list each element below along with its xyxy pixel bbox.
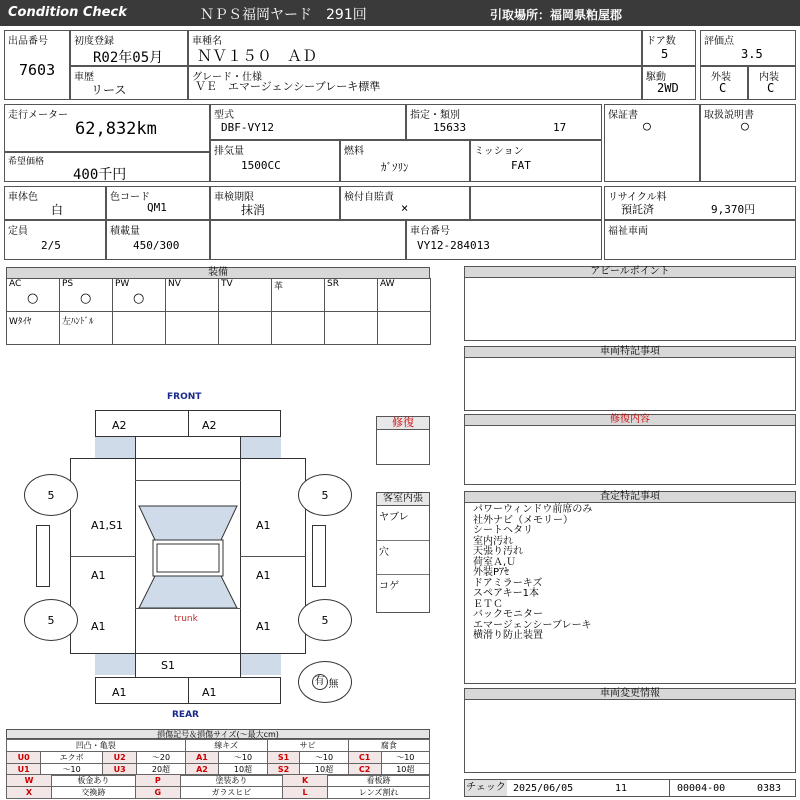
grade-label: グレード・仕様 [192, 72, 262, 83]
shade-fl [95, 437, 135, 458]
mission-label: ミッション [474, 146, 524, 157]
code-cell [106, 186, 210, 220]
color-cell [4, 186, 106, 220]
legend-cell: A1 [185, 752, 219, 764]
sep-center-bottom [135, 608, 241, 609]
legend-cell: 交換跡 [52, 787, 136, 799]
inspection-item: ドアミラーキズ [473, 577, 543, 589]
mileage-cell [4, 104, 210, 152]
legend-cell: U3 [102, 764, 136, 776]
drive-value: 2WD [657, 81, 679, 95]
equip-mark: ○ [133, 291, 145, 306]
check-label: チェック [465, 780, 507, 796]
mark-rear-right: A1 [202, 686, 217, 699]
inspection-item: 社外ナビ（メモリー） [473, 514, 573, 526]
exterior-label: 外装 [711, 72, 731, 83]
exterior-value: C [719, 81, 727, 95]
legend-title: 損傷記号＆損傷サイズ(～最大cm) [6, 729, 430, 739]
mission-value: FAT [511, 159, 531, 172]
front-bumper [95, 410, 281, 437]
equip-cell [6, 278, 60, 312]
blank-cell-2 [210, 220, 406, 260]
equip-cell [377, 278, 431, 312]
legend-cell: 20超 [137, 764, 185, 776]
equip-cell [112, 278, 166, 312]
equip-label: TV [221, 279, 233, 289]
right-mirror [312, 525, 326, 587]
equip-label: PS [62, 279, 74, 289]
equip-cell [271, 278, 325, 312]
legend-cell: ～10 [300, 752, 348, 764]
welfare-label: 福祉車両 [608, 226, 648, 237]
manual-value: ○ [741, 119, 749, 134]
legend-cell: G [135, 787, 180, 799]
cabin-hole: 穴 [379, 547, 389, 558]
shade-fr [241, 437, 281, 458]
reg-cell [70, 30, 188, 66]
spare-no: 無 [328, 678, 339, 690]
shade-rr [241, 654, 281, 675]
manual-label: 取扱説明書 [704, 110, 754, 121]
legend-cell: 看板跡 [328, 775, 430, 787]
class-cell [406, 104, 602, 140]
name-value: ＮＶ１５０ ＡＤ [197, 47, 318, 65]
inspection-item: バックモニター [473, 609, 543, 620]
mark-front-right: A2 [202, 419, 217, 432]
fuel-label: 燃料 [344, 146, 364, 157]
welfare-cell [604, 220, 796, 260]
legend-damage-table [6, 739, 430, 776]
mark-rear-left: A1 [112, 686, 127, 699]
capacity-value: 2/5 [41, 239, 61, 252]
rear-bumper [95, 677, 281, 704]
cabin-box [376, 505, 430, 613]
inspection-item: 天張り汚れ [473, 546, 523, 557]
equip-cell [377, 311, 431, 345]
change-title: 車両変更情報 [464, 688, 796, 700]
cabin-title: 客室内張 [376, 492, 430, 506]
mark-left-3: A1 [91, 620, 106, 633]
check-date: 2025/06/05 [513, 783, 574, 794]
equip-cell [59, 278, 113, 312]
legend-cell: 10超 [300, 764, 348, 776]
legend-cell: U0 [7, 752, 41, 764]
model-cell [210, 104, 406, 140]
doors-label: ドア数 [646, 36, 676, 47]
legend-cell: 板金あり [52, 775, 136, 787]
tax-cell [340, 186, 470, 220]
manual-cell [700, 104, 796, 182]
recycle-cell [604, 186, 796, 220]
tire-rear-left-value: 5 [47, 613, 55, 627]
lot-value: 7603 [19, 61, 56, 79]
model-label: 型式 [214, 110, 234, 121]
mark-left-1: A1,S1 [91, 519, 124, 532]
footer-bar [464, 779, 796, 797]
equip-label: SR [327, 279, 339, 289]
class-value-1: 15633 [433, 121, 467, 134]
inspection-item: シートヘタリ [473, 525, 533, 536]
legend-cell: ～20 [137, 752, 185, 764]
doors-value: 5 [661, 47, 669, 61]
appeal-box [464, 277, 796, 341]
equip-cell [165, 311, 219, 345]
color-value: 白 [51, 203, 64, 217]
repair-detail-title: 修復内容 [464, 414, 796, 426]
equip-label: AC [9, 279, 22, 289]
inspect-value: 抹消 [241, 203, 266, 217]
rear-bumper-divider [188, 678, 189, 704]
mission-cell [470, 140, 602, 182]
tire-front-left [24, 474, 78, 516]
chassis-value: VY12-284013 [417, 239, 490, 252]
class-label: 指定・類別 [410, 110, 460, 121]
legend-cell: W [7, 775, 52, 787]
legend-cell: 10超 [381, 764, 429, 776]
legend-cell: ～10 [41, 764, 103, 776]
cabin-burn: コゲ [379, 581, 399, 592]
rear-label: REAR [172, 710, 199, 720]
cabin-tear: ヤブレ [379, 512, 409, 523]
class-value-2: 17 [553, 121, 567, 134]
equip-mark: ○ [80, 291, 92, 306]
recycle-value: 9,370円 [711, 203, 756, 216]
legend-cell: X [7, 787, 52, 799]
legend-cell: K [283, 775, 328, 787]
legend-cell: C2 [348, 764, 381, 776]
model-value: DBF-VY12 [221, 121, 274, 134]
warranty-cell [604, 104, 700, 182]
legend-cell: 塗装あり [180, 775, 282, 787]
appeal-title: アピールポイント [464, 266, 796, 278]
equip-cell [59, 311, 113, 345]
tire-rear-right-value: 5 [321, 613, 329, 627]
legend-cell: C1 [348, 752, 381, 764]
blank-cell [470, 186, 602, 220]
cabin-divider-1 [377, 540, 429, 541]
equip-extra: 左ﾊﾝﾄﾞﾙ [62, 317, 94, 327]
legend-repair-table [6, 774, 430, 799]
legend-header: 線キズ [185, 740, 267, 752]
equip-cell [324, 278, 378, 312]
reg-value: R02年05月 [93, 50, 164, 66]
equip-cell [271, 311, 325, 345]
color-label: 車体色 [8, 192, 38, 203]
equip-cell [165, 278, 219, 312]
lot-label: 出品番号 [8, 36, 48, 47]
interior-label: 内装 [759, 72, 779, 83]
name-label: 車種名 [192, 36, 222, 47]
equipment-title: 装備 [6, 267, 430, 279]
equipment-grid [6, 278, 430, 344]
history-cell [70, 66, 188, 100]
history-label: 車歴 [74, 72, 94, 83]
tire-front-right [298, 474, 352, 516]
load-label: 積載量 [110, 226, 140, 237]
spare-yes: 有 [312, 674, 328, 690]
drive-cell [642, 66, 696, 100]
legend-cell: ～10 [381, 752, 429, 764]
cc-value: 1500CC [241, 159, 281, 172]
equip-cell [324, 311, 378, 345]
inspection-item: スペアキー1本 [473, 588, 539, 599]
chassis-label: 車台番号 [410, 226, 450, 237]
equip-label: NV [168, 279, 181, 289]
special-title: 車両特記事項 [464, 346, 796, 358]
repair-title: 修復 [376, 416, 430, 430]
recycle-status: 預託済 [621, 203, 654, 216]
sep-right-1 [240, 556, 306, 557]
capacity-cell [4, 220, 106, 260]
code-value: QM1 [147, 201, 167, 214]
legend-header: 腐食 [348, 740, 429, 752]
inspection-item: パワーウィンドウ前席のみ [473, 504, 593, 515]
legend-cell: U1 [7, 764, 41, 776]
legend-cell: レンズ割れ [328, 787, 430, 799]
interior-cell [748, 66, 796, 100]
header-bar [0, 0, 800, 26]
exterior-cell [700, 66, 748, 100]
fuel-value: ｶﾞｿﾘﾝ [381, 161, 409, 174]
repair-detail-box [464, 425, 796, 485]
score-label: 評価点 [704, 36, 734, 47]
score-value: 3.5 [741, 47, 763, 61]
tire-front-left-value: 5 [47, 488, 55, 502]
capacity-label: 定員 [8, 226, 28, 237]
equip-extra: Wﾀｲﾔ [9, 317, 32, 327]
inspection-item: ＥＴＣ [473, 598, 503, 610]
inspection-item: エマージェンシーブレーキ [473, 619, 592, 631]
legend-cell: P [135, 775, 180, 787]
tire-front-right-value: 5 [321, 488, 329, 502]
legend-cell: S1 [267, 752, 300, 764]
mileage-label: 走行メーター [8, 110, 68, 121]
equip-mark: ○ [27, 291, 39, 306]
legend-cell: L [283, 787, 328, 799]
legend-cell: エクボ [41, 752, 103, 764]
header-title: Condition Check [8, 5, 127, 20]
equip-cell [112, 311, 166, 345]
equip-label: 革 [274, 282, 284, 292]
repair-box [376, 429, 430, 465]
chassis-cell [406, 220, 602, 260]
tax-label: 検付自賠責 [344, 192, 394, 203]
left-mirror [36, 525, 50, 587]
mark-left-2: A1 [91, 569, 106, 582]
lot-cell [4, 30, 70, 100]
inspection-title: 査定特記事項 [464, 491, 796, 503]
interior-value: C [767, 81, 775, 95]
doors-cell [642, 30, 696, 66]
equip-cell [6, 311, 60, 345]
equip-label: AW [380, 279, 395, 289]
footer-code: 00004-00 [677, 783, 726, 794]
inspect-cell [210, 186, 340, 220]
inspection-item: 横滑り防止装置 [473, 630, 543, 641]
code-label: 色コード [110, 192, 150, 203]
mark-right-1: A1 [256, 519, 271, 532]
cabin-divider-2 [377, 574, 429, 575]
fuel-cell [340, 140, 470, 182]
price-cell [4, 152, 210, 182]
front-label: FRONT [167, 392, 202, 402]
special-box [464, 357, 796, 411]
legend-header: サビ [267, 740, 348, 752]
legend-cell: S2 [267, 764, 300, 776]
drive-label: 駆動 [646, 72, 666, 83]
tax-value: × [401, 201, 409, 215]
warranty-label: 保証書 [608, 110, 638, 121]
auction-name: ＮＰＳ福岡ヤード 291回 [200, 7, 367, 23]
sep-left-1 [70, 556, 136, 557]
legend-header: 凹凸・亀裂 [7, 740, 186, 752]
equip-cell [218, 311, 272, 345]
legend-cell: 10超 [219, 764, 267, 776]
footer-code-2: 0383 [757, 783, 782, 794]
mark-front-left: A2 [112, 419, 127, 432]
equip-label: PW [115, 279, 130, 289]
tire-rear-right [298, 599, 352, 641]
score-cell [700, 30, 796, 66]
cabin-glass [135, 480, 241, 608]
grade-value: ＶＥ エマージェンシーブレーキ標準 [195, 80, 381, 93]
name-cell [188, 30, 642, 66]
footer-divider [669, 780, 670, 796]
price-value: 400千円 [73, 167, 127, 183]
mark-rear-center: S1 [161, 659, 175, 672]
warranty-value: ○ [643, 119, 651, 134]
load-cell [106, 220, 210, 260]
mark-right-2: A1 [256, 569, 271, 582]
inspection-box [464, 502, 796, 684]
inspect-label: 車検期限 [214, 192, 254, 203]
equip-cell [218, 278, 272, 312]
cc-cell [210, 140, 340, 182]
legend-cell: ～10 [219, 752, 267, 764]
inspection-item: 室内汚れ [473, 535, 513, 547]
mileage-value: 62,832km [75, 119, 157, 139]
legend-cell: ガラスヒビ [180, 787, 282, 799]
recycle-label: リサイクル料 [608, 192, 667, 203]
reg-label: 初度登録 [74, 36, 114, 47]
front-bumper-divider [188, 411, 189, 437]
pickup-location: 引取場所：福岡県粕屋郡 [490, 8, 623, 22]
spare-tire [298, 661, 352, 703]
check-number: 11 [615, 783, 628, 794]
legend-cell: U2 [102, 752, 136, 764]
car-diagram [0, 380, 376, 725]
history-value: リース [91, 83, 127, 97]
tire-rear-left [24, 599, 78, 641]
price-label: 希望価格 [8, 157, 45, 167]
load-value: 450/300 [133, 239, 180, 252]
cc-label: 排気量 [214, 146, 244, 157]
inspection-list [473, 505, 592, 642]
mark-right-3: A1 [256, 620, 271, 633]
grade-cell [188, 66, 642, 100]
legend-cell: A2 [185, 764, 219, 776]
shade-rl [95, 654, 135, 675]
trunk-label: trunk [174, 614, 198, 624]
inspection-item: 荷室Ａ,Ｕ [473, 556, 517, 568]
change-box [464, 699, 796, 773]
inspection-item: 外装Pｱｾ [473, 567, 510, 578]
